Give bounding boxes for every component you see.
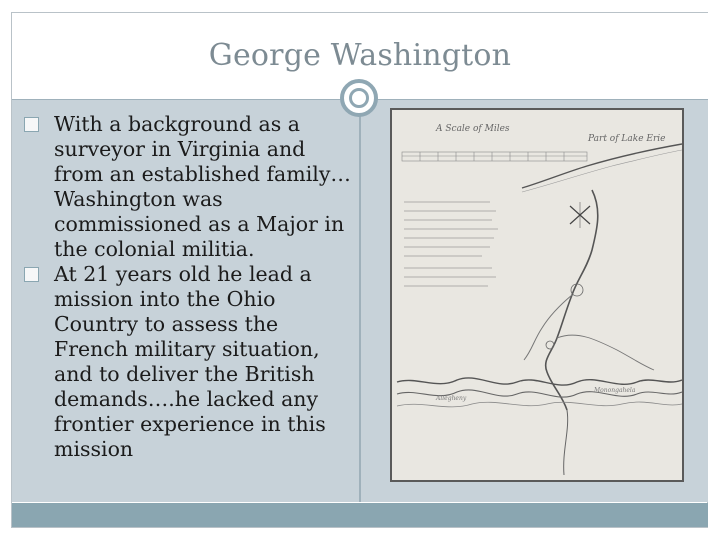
bullet-text: With a background as a surveyor in Virginia and from an established family…Washington was commissioned as a Major in the colonial militia. xyxy=(54,112,351,261)
map-region-label: Part of Lake Erie xyxy=(588,134,666,144)
bullet-box-icon xyxy=(24,267,39,282)
historic-map-image xyxy=(390,108,684,482)
map-scale-bar xyxy=(402,152,587,161)
bullet-item xyxy=(22,112,352,262)
bullet-box-icon xyxy=(24,117,39,132)
compass-rose-icon xyxy=(570,202,590,228)
map-scale-title: A Scale of Miles xyxy=(436,124,510,134)
map-drawing xyxy=(392,110,682,480)
bullet-list xyxy=(22,112,352,462)
slide-title: George Washington xyxy=(208,38,512,73)
bullet-text: At 21 years old he lead a mission into the Ohio Country to assess the French military situation, and to deliver the British demands….he lacked any frontier experience in this mission xyxy=(54,262,326,461)
bullet-item xyxy=(22,262,352,462)
mountain-ridge xyxy=(397,378,682,385)
map-river-label-right: Monongahela xyxy=(594,387,636,394)
lake-shoreline xyxy=(522,144,682,188)
map-notes xyxy=(404,202,498,286)
footer-bar xyxy=(12,503,708,527)
map-river-label-left: Allegheny xyxy=(436,395,467,402)
